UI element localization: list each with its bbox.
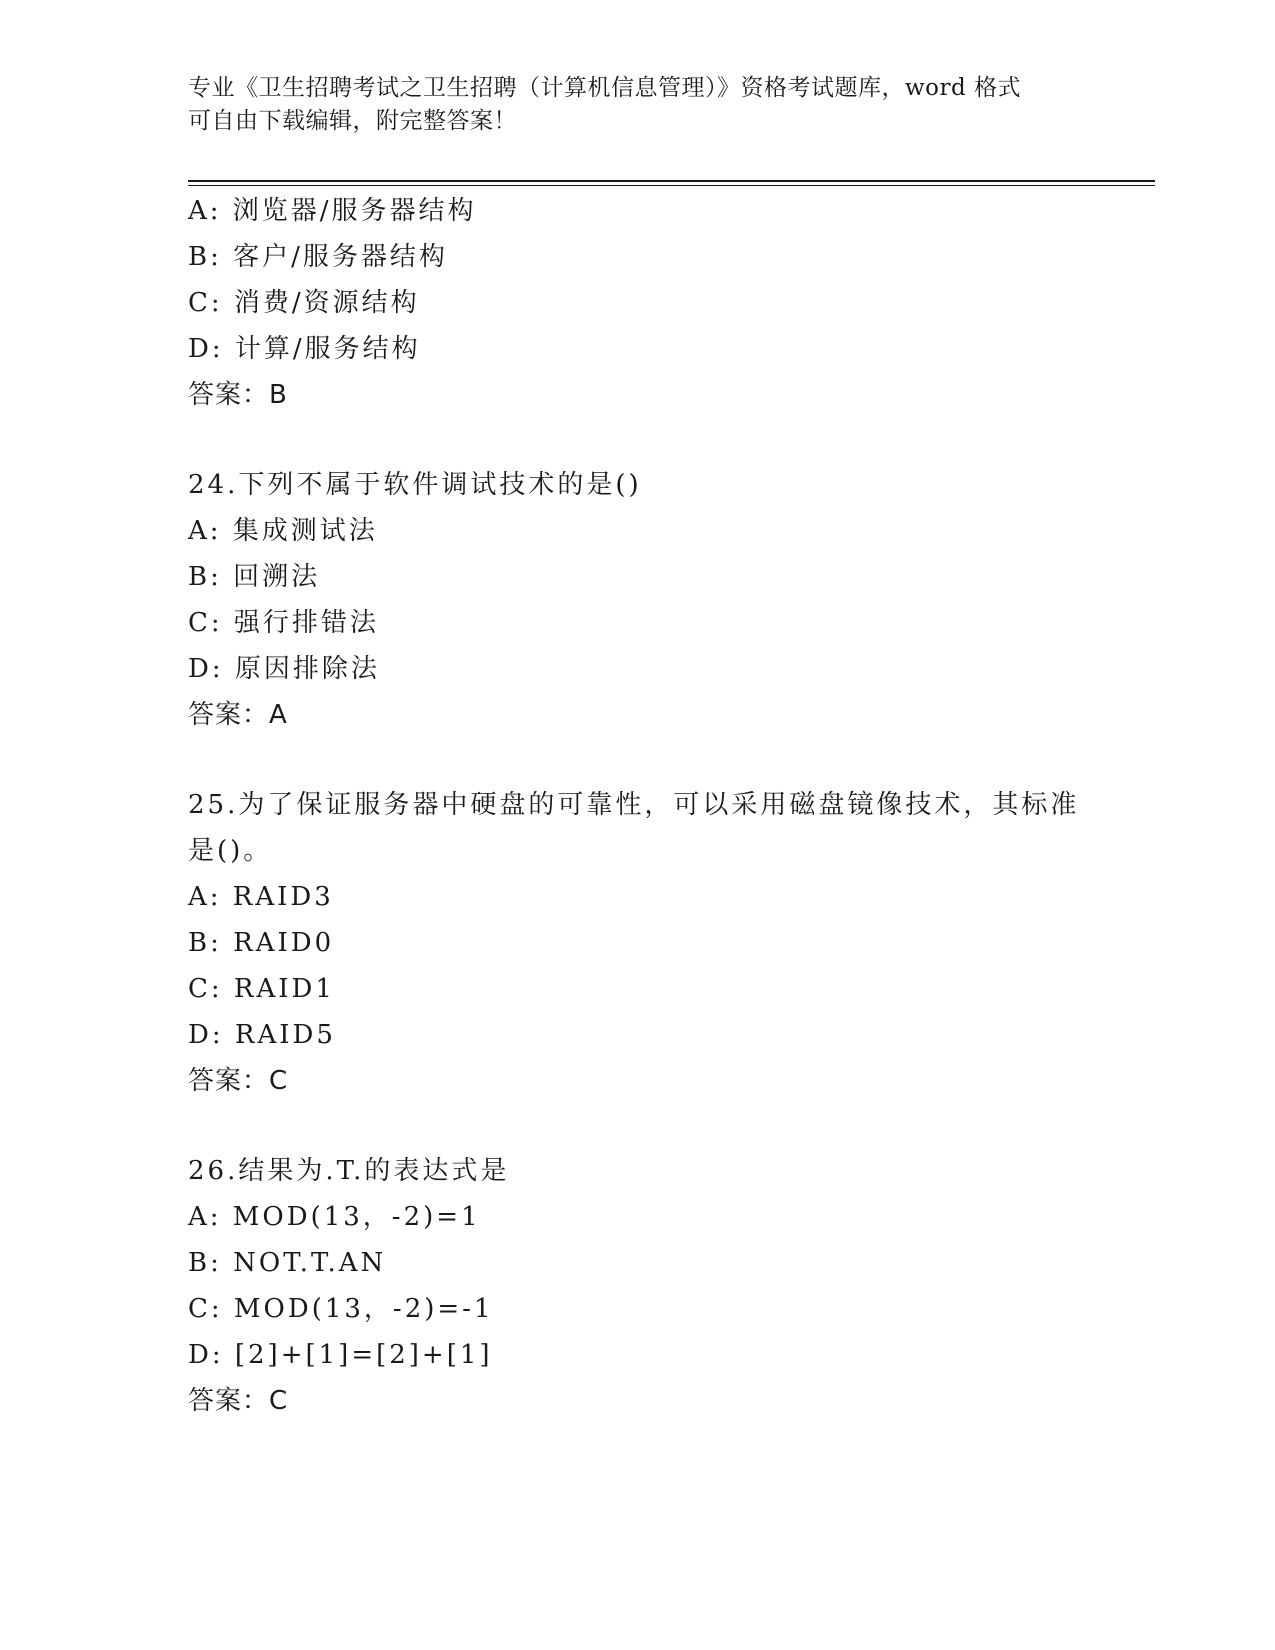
question-24 (188, 462, 1088, 738)
option-b: B: NOT.T.AN (188, 1248, 387, 1278)
option-c: C: RAID1 (188, 974, 335, 1004)
option-d: D: [2]+[1]=[2]+[1] (188, 1340, 493, 1370)
option-b: B: RAID0 (188, 928, 335, 958)
question-list (188, 188, 1088, 1424)
option-a: A: 集成测试法 (188, 516, 378, 546)
answer: 答案：A (188, 700, 288, 730)
option-d: D: 原因排除法 (188, 654, 380, 684)
option-c: C: 消费/资源结构 (188, 288, 420, 318)
answer: 答案：C (188, 1386, 289, 1416)
header-rule-thick (188, 180, 1155, 182)
option-d: D: RAID5 (188, 1020, 336, 1050)
answer: 答案：C (188, 1066, 289, 1096)
question-26 (188, 1148, 1088, 1424)
option-a: A: 浏览器/服务器结构 (188, 196, 477, 226)
option-b: B: 客户/服务器结构 (188, 242, 448, 272)
question-stem-line-1: 25.为了保证服务器中硬盘的可靠性，可以采用磁盘镜像技术，其标准 (188, 790, 1080, 820)
option-b: B: 回溯法 (188, 562, 321, 592)
question-23 (188, 188, 1088, 418)
header-rule-thin (188, 185, 1155, 186)
header-line-2: 可自由下载编辑，附完整答案！ (188, 108, 517, 134)
option-c: C: 强行排错法 (188, 608, 379, 638)
document-header (188, 72, 1088, 138)
answer: 答案：B (188, 380, 288, 410)
question-stem: 24.下列不属于软件调试技术的是() (188, 470, 642, 500)
question-25 (188, 782, 1088, 1104)
option-c: C: MOD(13，-2)=-1 (188, 1294, 494, 1324)
option-a: A: RAID3 (188, 882, 334, 912)
question-stem-line-2: 是()。 (188, 836, 273, 866)
option-d: D: 计算/服务结构 (188, 334, 421, 364)
header-line-1: 专业《卫生招聘考试之卫生招聘（计算机信息管理）》资格考试题库，word 格式 (188, 75, 1022, 101)
option-a: A: MOD(13，-2)=1 (188, 1202, 481, 1232)
question-stem: 26.结果为.T.的表达式是 (188, 1156, 510, 1186)
